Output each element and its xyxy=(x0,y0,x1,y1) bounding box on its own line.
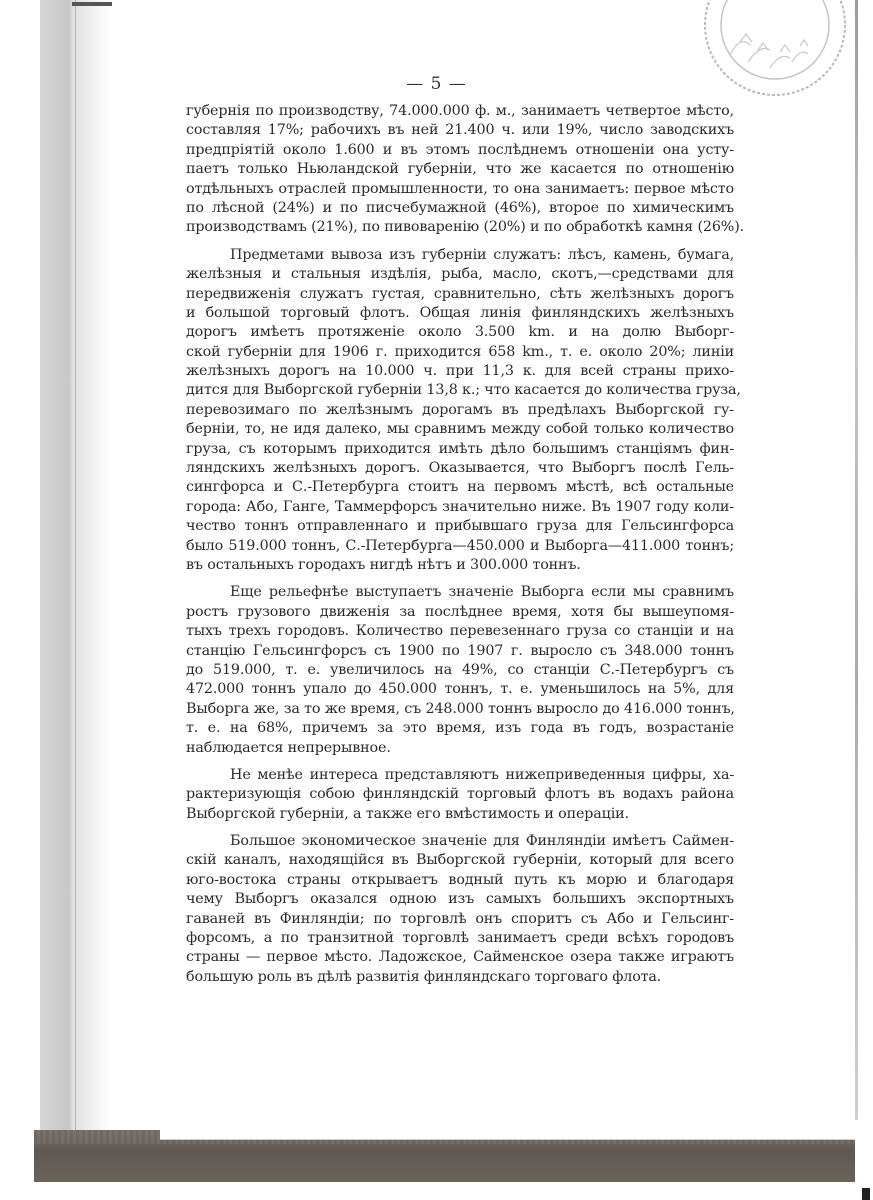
scan-right-edge xyxy=(855,0,858,1120)
text-line: Еще рельефнѣе выступаетъ значеніе Выборга если мы сравнимъ xyxy=(230,584,734,601)
scan-top-edge xyxy=(72,2,112,6)
text-line: отдѣльныхъ отраслей промышленности, то она занимаетъ: первое мѣсто xyxy=(186,180,734,197)
text-line: большую роль въ дѣлѣ развитія финляндскаго торговаго флота. xyxy=(186,968,662,985)
scan-corner-mark xyxy=(862,1188,870,1200)
text-line: ской губерніи для 1906 г. приходится 658 km., т. е. около 20%; линіи xyxy=(186,343,734,360)
text-line: предпріятій около 1.600 и въ этомъ послѣднемъ отношеніи она усту- xyxy=(186,141,734,158)
page-number: — 5 — xyxy=(406,74,467,94)
text-line: берніи, то, не идя далеко, мы сравнимъ между собой только количество xyxy=(186,421,734,438)
text-line: гаваней въ Финляндіи; по торговлѣ онъ споритъ съ Або и Гельсинг- xyxy=(186,910,734,927)
scan-left-shadow xyxy=(40,0,112,1130)
text-line: составляя 17%; рабочихъ въ ней 21.400 ч. или 19%, число заводскихъ xyxy=(186,122,734,139)
text-line: ляндскихъ желѣзныхъ дорогъ. Оказывается, что Выборгъ послѣ Гель- xyxy=(186,460,734,477)
text-line: производствамъ (21%), по пивоваренію (20%) и по обработкѣ камня (26%). xyxy=(186,219,745,236)
text-line: и большой торговый флотъ. Общая линія финляндскихъ желѣзныхъ xyxy=(186,304,734,321)
text-line: перевозимаго по желѣзнымъ дорогамъ въ предѣлахъ Выборгской гу- xyxy=(186,401,734,418)
text-line: наблюдается непрерывное. xyxy=(186,739,391,756)
text-line: Большое экономическое значеніе для Финляндіи имѣетъ Саймен- xyxy=(230,833,734,850)
text-line: скій каналъ, находящійся въ Выборгской губерніи, который для всего xyxy=(186,852,734,869)
text-line: паетъ только Ньюландской губерніи, что же касается по отношенію xyxy=(186,161,734,178)
paragraph-gap xyxy=(186,575,734,583)
text-line: 472.000 тоннъ упало до 450.000 тоннъ, т. е. уменьшилось на 5%, для xyxy=(186,681,734,698)
document-body xyxy=(186,102,745,987)
text-line: чество тоннъ отправленнаго и прибывшаго груза для Гельсингфорса xyxy=(186,518,734,535)
scan-page-edge xyxy=(160,1125,855,1140)
text-line: Выборгской губерніи, а также его вмѣстимость и операціи. xyxy=(186,805,629,822)
paragraph xyxy=(186,246,741,576)
text-line: дится для Выборгской губерніи 13,8 к.; что касается до количества груза, xyxy=(186,382,741,399)
text-line: т. е. на 68%, причемъ за это время, изъ года въ годъ, возрастаніе xyxy=(186,720,734,737)
text-line: по лѣсной (24%) и по писчебумажной (46%), второе по химическимъ xyxy=(186,199,734,216)
text-line: груза, съ которымъ приходится имѣть дѣло большимъ станціямъ фин- xyxy=(186,440,734,457)
paragraph xyxy=(186,766,734,824)
paragraph-gap xyxy=(186,238,734,246)
text-line: желѣзныхъ дорогъ на 10.000 ч. при 11,3 к. для всей страны прихо- xyxy=(186,363,734,380)
text-line: страны — первое мѣсто. Ладожское, Сайменское озера также играютъ xyxy=(186,949,734,966)
text-line: форсомъ, а по транзитной торговлѣ занимаетъ среди всѣхъ городовъ xyxy=(186,930,734,947)
text-line: тыхъ трехъ городовъ. Количество перевезеннаго груза со станціи и на xyxy=(186,623,734,640)
text-line: Предметами вывоза изъ губерніи служатъ: лѣсъ, камень, бумага, xyxy=(230,246,734,263)
paragraph-gap xyxy=(186,824,734,832)
text-line: въ остальныхъ городахъ нигдѣ нѣтъ и 300.000 тоннъ. xyxy=(186,556,581,573)
text-line: сингфорса и С.-Петербурга стоитъ на первомъ мѣстѣ, всѣ остальные xyxy=(186,479,734,496)
text-line: Не менѣе интереса представляютъ нижеприведенныя цифры, ха- xyxy=(230,766,734,783)
text-line: чему Выборгъ оказался одною изъ самыхъ большихъ экспортныхъ xyxy=(186,891,734,908)
text-line: города: Або, Ганге, Таммерфорсъ значительно ниже. Въ 1907 году коли- xyxy=(186,498,734,515)
paragraph-gap xyxy=(186,758,734,766)
text-line: до 519.000, т. е. увеличилось на 49%, со станціи С.-Петербургъ съ xyxy=(186,661,734,678)
paragraph xyxy=(186,102,745,238)
text-line: было 519.000 тоннъ, С.-Петербурга—450.000 и Выборга—411.000 тоннъ; xyxy=(186,537,734,554)
text-line: дорогъ имѣетъ протяженіе около 3.500 km. и на долю Выборг- xyxy=(186,324,734,341)
text-line: юго-востока страны открываетъ водный путь къ морю и благодаря xyxy=(186,871,734,888)
text-line: станцію Гельсингфорсъ съ 1900 по 1907 г. выросло съ 348.000 тоннъ xyxy=(186,642,734,659)
text-line: ростъ грузового движенія за послѣднее время, хотя бы вышеупомя- xyxy=(186,603,734,620)
text-line: губернія по производству, 74.000.000 ф. м., занимаетъ четвертое мѣсто, xyxy=(186,103,734,119)
text-line: передвиженія служатъ густая, сравнительно, сѣть желѣзныхъ дорогъ xyxy=(186,285,734,302)
text-line: желѣзныя и стальныя издѣлія, рыба, масло, скотъ,—средствами для xyxy=(186,266,734,283)
text-line: рактеризующія собою финляндскій торговый флотъ въ водахъ района xyxy=(186,786,734,803)
paragraph xyxy=(186,583,734,758)
scan-fold-line xyxy=(75,0,76,1130)
paragraph xyxy=(186,832,734,987)
text-line: Выборга же, за то же время, съ 248.000 тоннъ выросло до 416.000 тоннъ, xyxy=(186,700,735,717)
